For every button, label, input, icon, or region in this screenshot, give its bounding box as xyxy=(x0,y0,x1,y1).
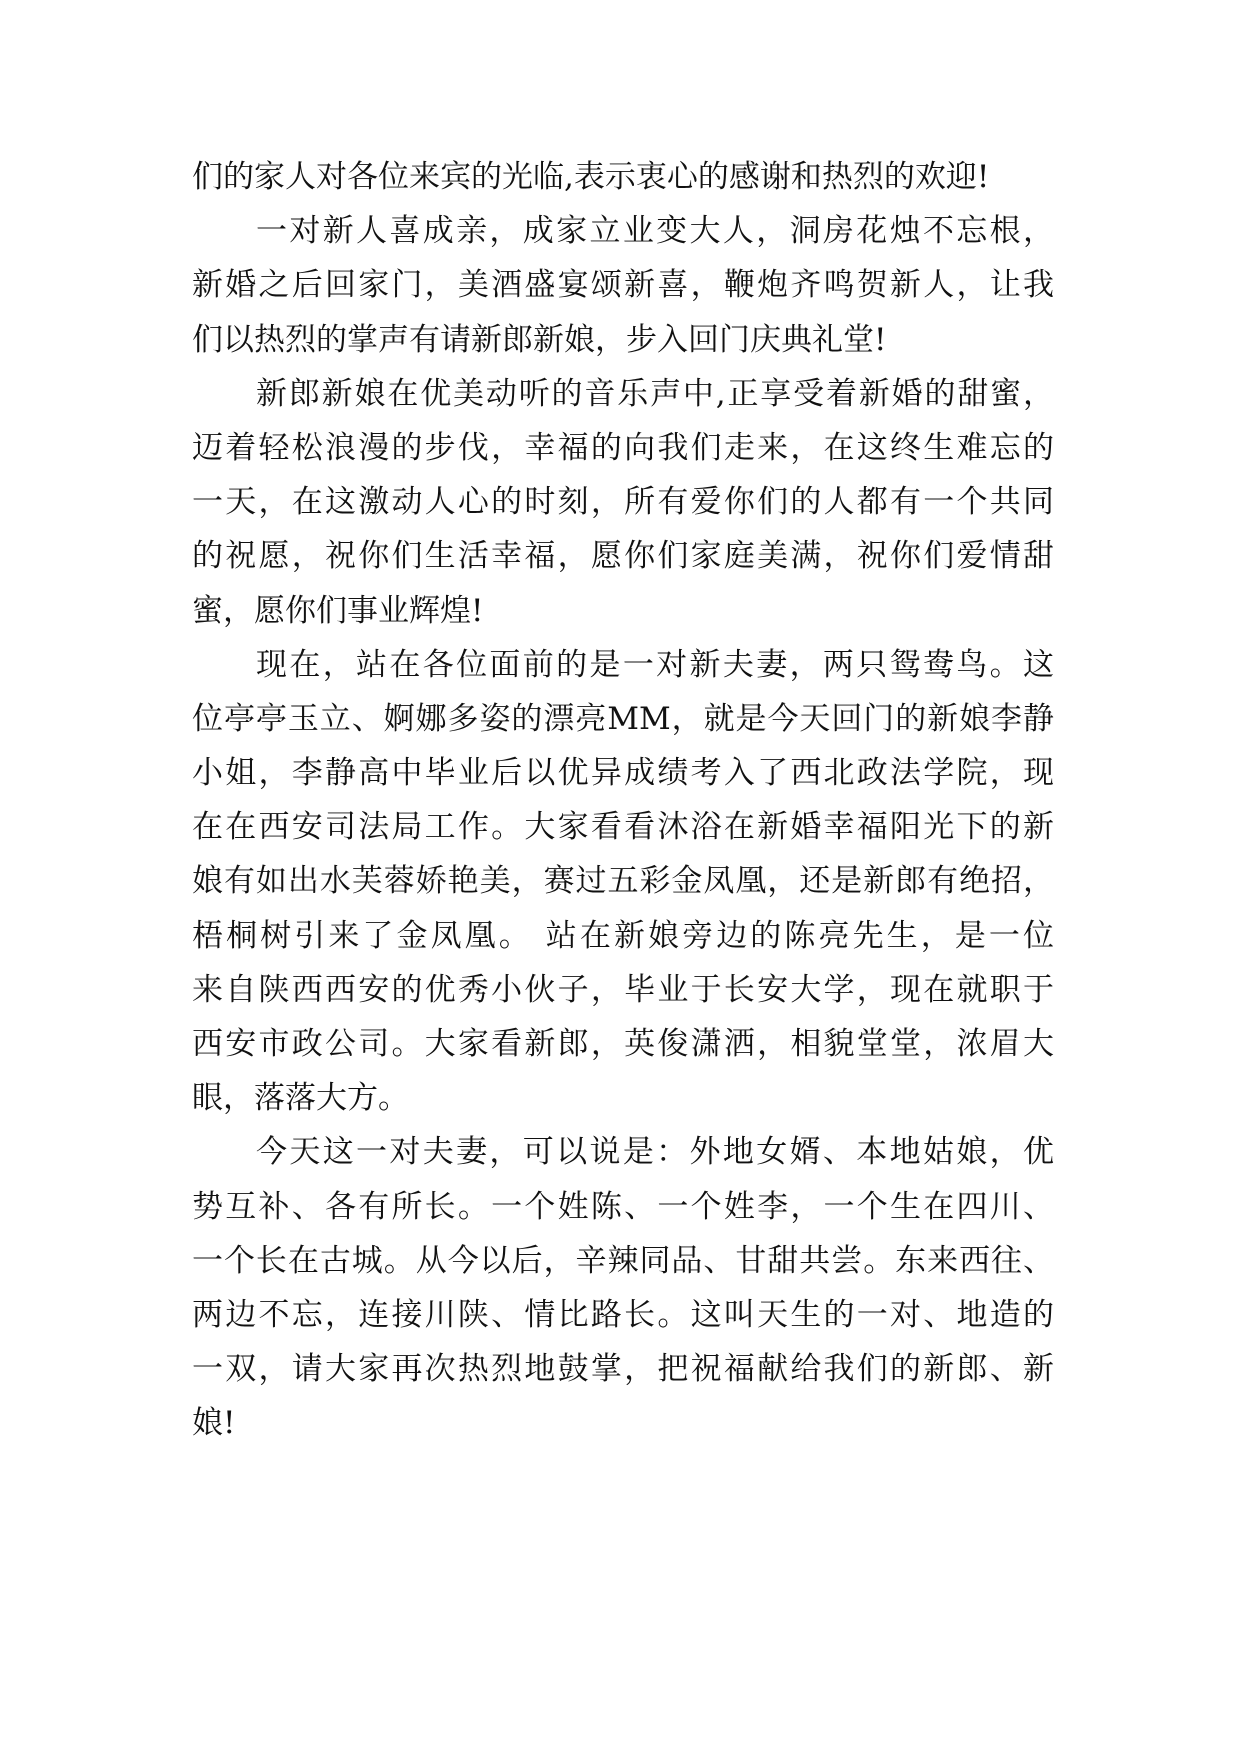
text-line: 新郎新娘在优美动听的音乐声中,正享受着新婚的甜蜜， xyxy=(256,375,1054,412)
text-line: 一个长在古城。从今以后，辛辣同品、甘甜共尝。东来西往、 xyxy=(192,1242,1054,1279)
text-line: 来自陕西西安的优秀小伙子，毕业于长安大学，现在就职于 xyxy=(192,971,1054,1008)
text-line: 在在西安司法局工作。大家看看沐浴在新婚幸福阳光下的新 xyxy=(192,809,1054,846)
text-line: 一天，在这激动人心的时刻，所有爱你们的人都有一个共同 xyxy=(192,484,1054,521)
text-line: 今天这一对夫妻，可以说是：外地女婿、本地姑娘，优 xyxy=(256,1134,1054,1171)
text-line: 眼，落落大方。 xyxy=(192,1080,409,1117)
text-line: 新婚之后回家门，美酒盛宴颂新喜，鞭炮齐鸣贺新人，让我 xyxy=(192,267,1054,304)
paragraph xyxy=(192,638,1054,1126)
text-line: 小姐，李静高中毕业后以优异成绩考入了西北政法学院，现 xyxy=(192,755,1054,792)
paragraph xyxy=(192,367,1054,638)
text-line: 一对新人喜成亲，成家立业变大人，洞房花烛不忘根， xyxy=(256,213,1054,250)
text-line: 的祝愿，祝你们生活幸福，愿你们家庭美满，祝你们爱情甜 xyxy=(192,538,1054,575)
text-line: 蜜，愿你们事业辉煌! xyxy=(192,592,484,629)
text-line: 娘有如出水芙蓉娇艳美，赛过五彩金凤凰，还是新郎有绝招， xyxy=(192,863,1054,900)
text-line: 迈着轻松浪漫的步伐，幸福的向我们走来，在这终生难忘的 xyxy=(192,429,1054,466)
text-line: 势互补、各有所长。一个姓陈、一个姓李，一个生在四川、 xyxy=(192,1188,1054,1225)
text-line: 们以热烈的掌声有请新郎新娘，步入回门庆典礼堂! xyxy=(192,321,887,358)
text-line: 梧桐树引来了金凤凰。 站在新娘旁边的陈亮先生，是一位 xyxy=(192,917,1054,954)
document-body xyxy=(192,150,1054,1451)
text-line: 们的家人对各位来宾的光临,表示衷心的感谢和热烈的欢迎! xyxy=(192,159,990,195)
paragraph xyxy=(192,204,1054,367)
text-line: 娘! xyxy=(192,1405,236,1442)
text-line: 现在，站在各位面前的是一对新夫妻，两只鸳鸯鸟。这 xyxy=(256,646,1054,683)
text-line: 位亭亭玉立、婀娜多姿的漂亮MM，就是今天回门的新娘李静 xyxy=(192,700,1054,737)
text-line: 一双，请大家再次热烈地鼓掌，把祝福献给我们的新郎、新 xyxy=(192,1351,1054,1388)
text-line: 西安市政公司。大家看新郎，英俊潇洒，相貌堂堂，浓眉大 xyxy=(192,1026,1054,1062)
text-line: 两边不忘，连接川陕、情比路长。这叫天生的一对、地造的 xyxy=(192,1296,1054,1333)
paragraph xyxy=(192,1125,1054,1450)
paragraph xyxy=(192,150,1054,204)
